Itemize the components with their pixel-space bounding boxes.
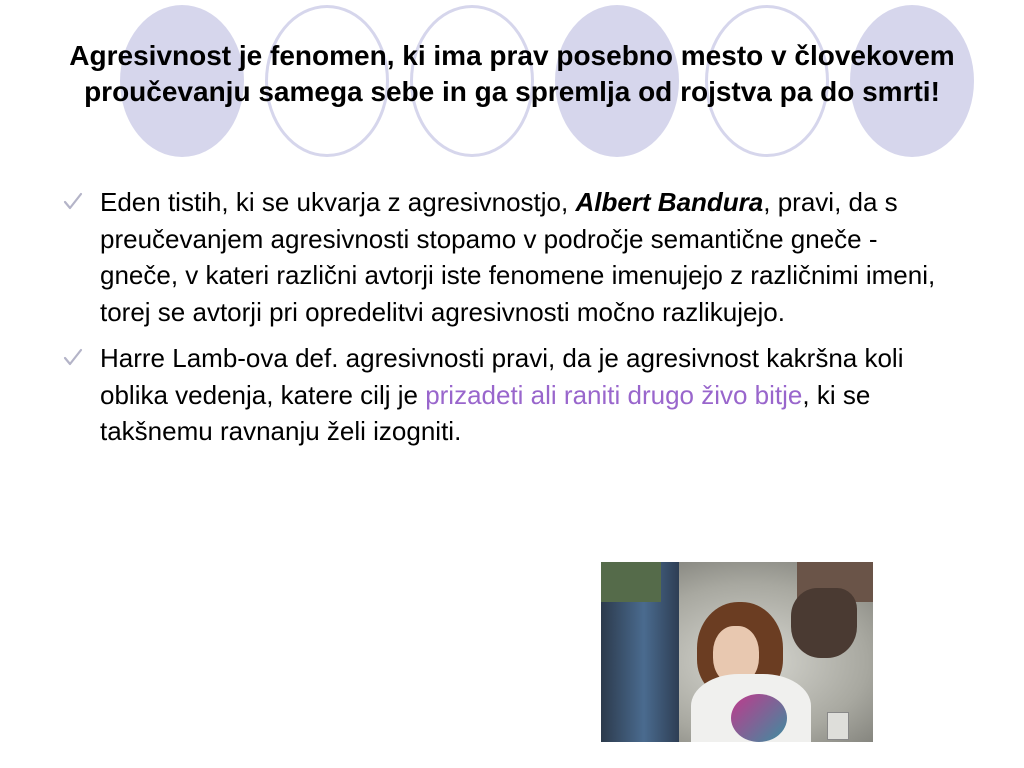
checkmark-icon [62, 344, 84, 372]
bullet-list [62, 184, 962, 460]
bullet-item-2 [62, 340, 962, 450]
photo-knees [731, 694, 787, 742]
bullet-item-1 [62, 184, 962, 330]
slide-title: Agresivnost je fenomen, ki ima prav posebno mesto v človekovem proučevanju samega sebe in ga spremlja od rojstva pa do smrti! [69, 40, 955, 107]
bullet-1-text-start: Eden tistih, ki se ukvarja z agresivnostjo, [100, 187, 576, 217]
bullet-1-emphasis: Albert Bandura [575, 187, 764, 217]
bullet-2-text-end: , ki se takšnemu ravnanju želi izogniti. [100, 379, 871, 446]
photo-jacket [601, 562, 661, 602]
checkmark-icon [62, 188, 84, 216]
bullet-2-text-start: Harre Lamb-ova def. agresivnosti pravi, da je agresivnost kakršna koli oblika vedenja, katere cilj je [100, 343, 904, 410]
bullet-1-text-end: , pravi, da s preučevanjem agresivnosti stopamo v področje semantične gneče - gneče, v kateri različni avtorji iste fenomene imenujejo z različnimi imeni, torej se avtorji pri opredelitvi agresivnosti močno razlikujejo. [100, 187, 936, 327]
photo-wall-socket [827, 712, 849, 740]
bullet-2-highlight: prizadeti ali raniti drugo živo bitje [425, 379, 803, 410]
photo-fist [791, 588, 857, 658]
photo-distressed-girl [601, 562, 873, 742]
